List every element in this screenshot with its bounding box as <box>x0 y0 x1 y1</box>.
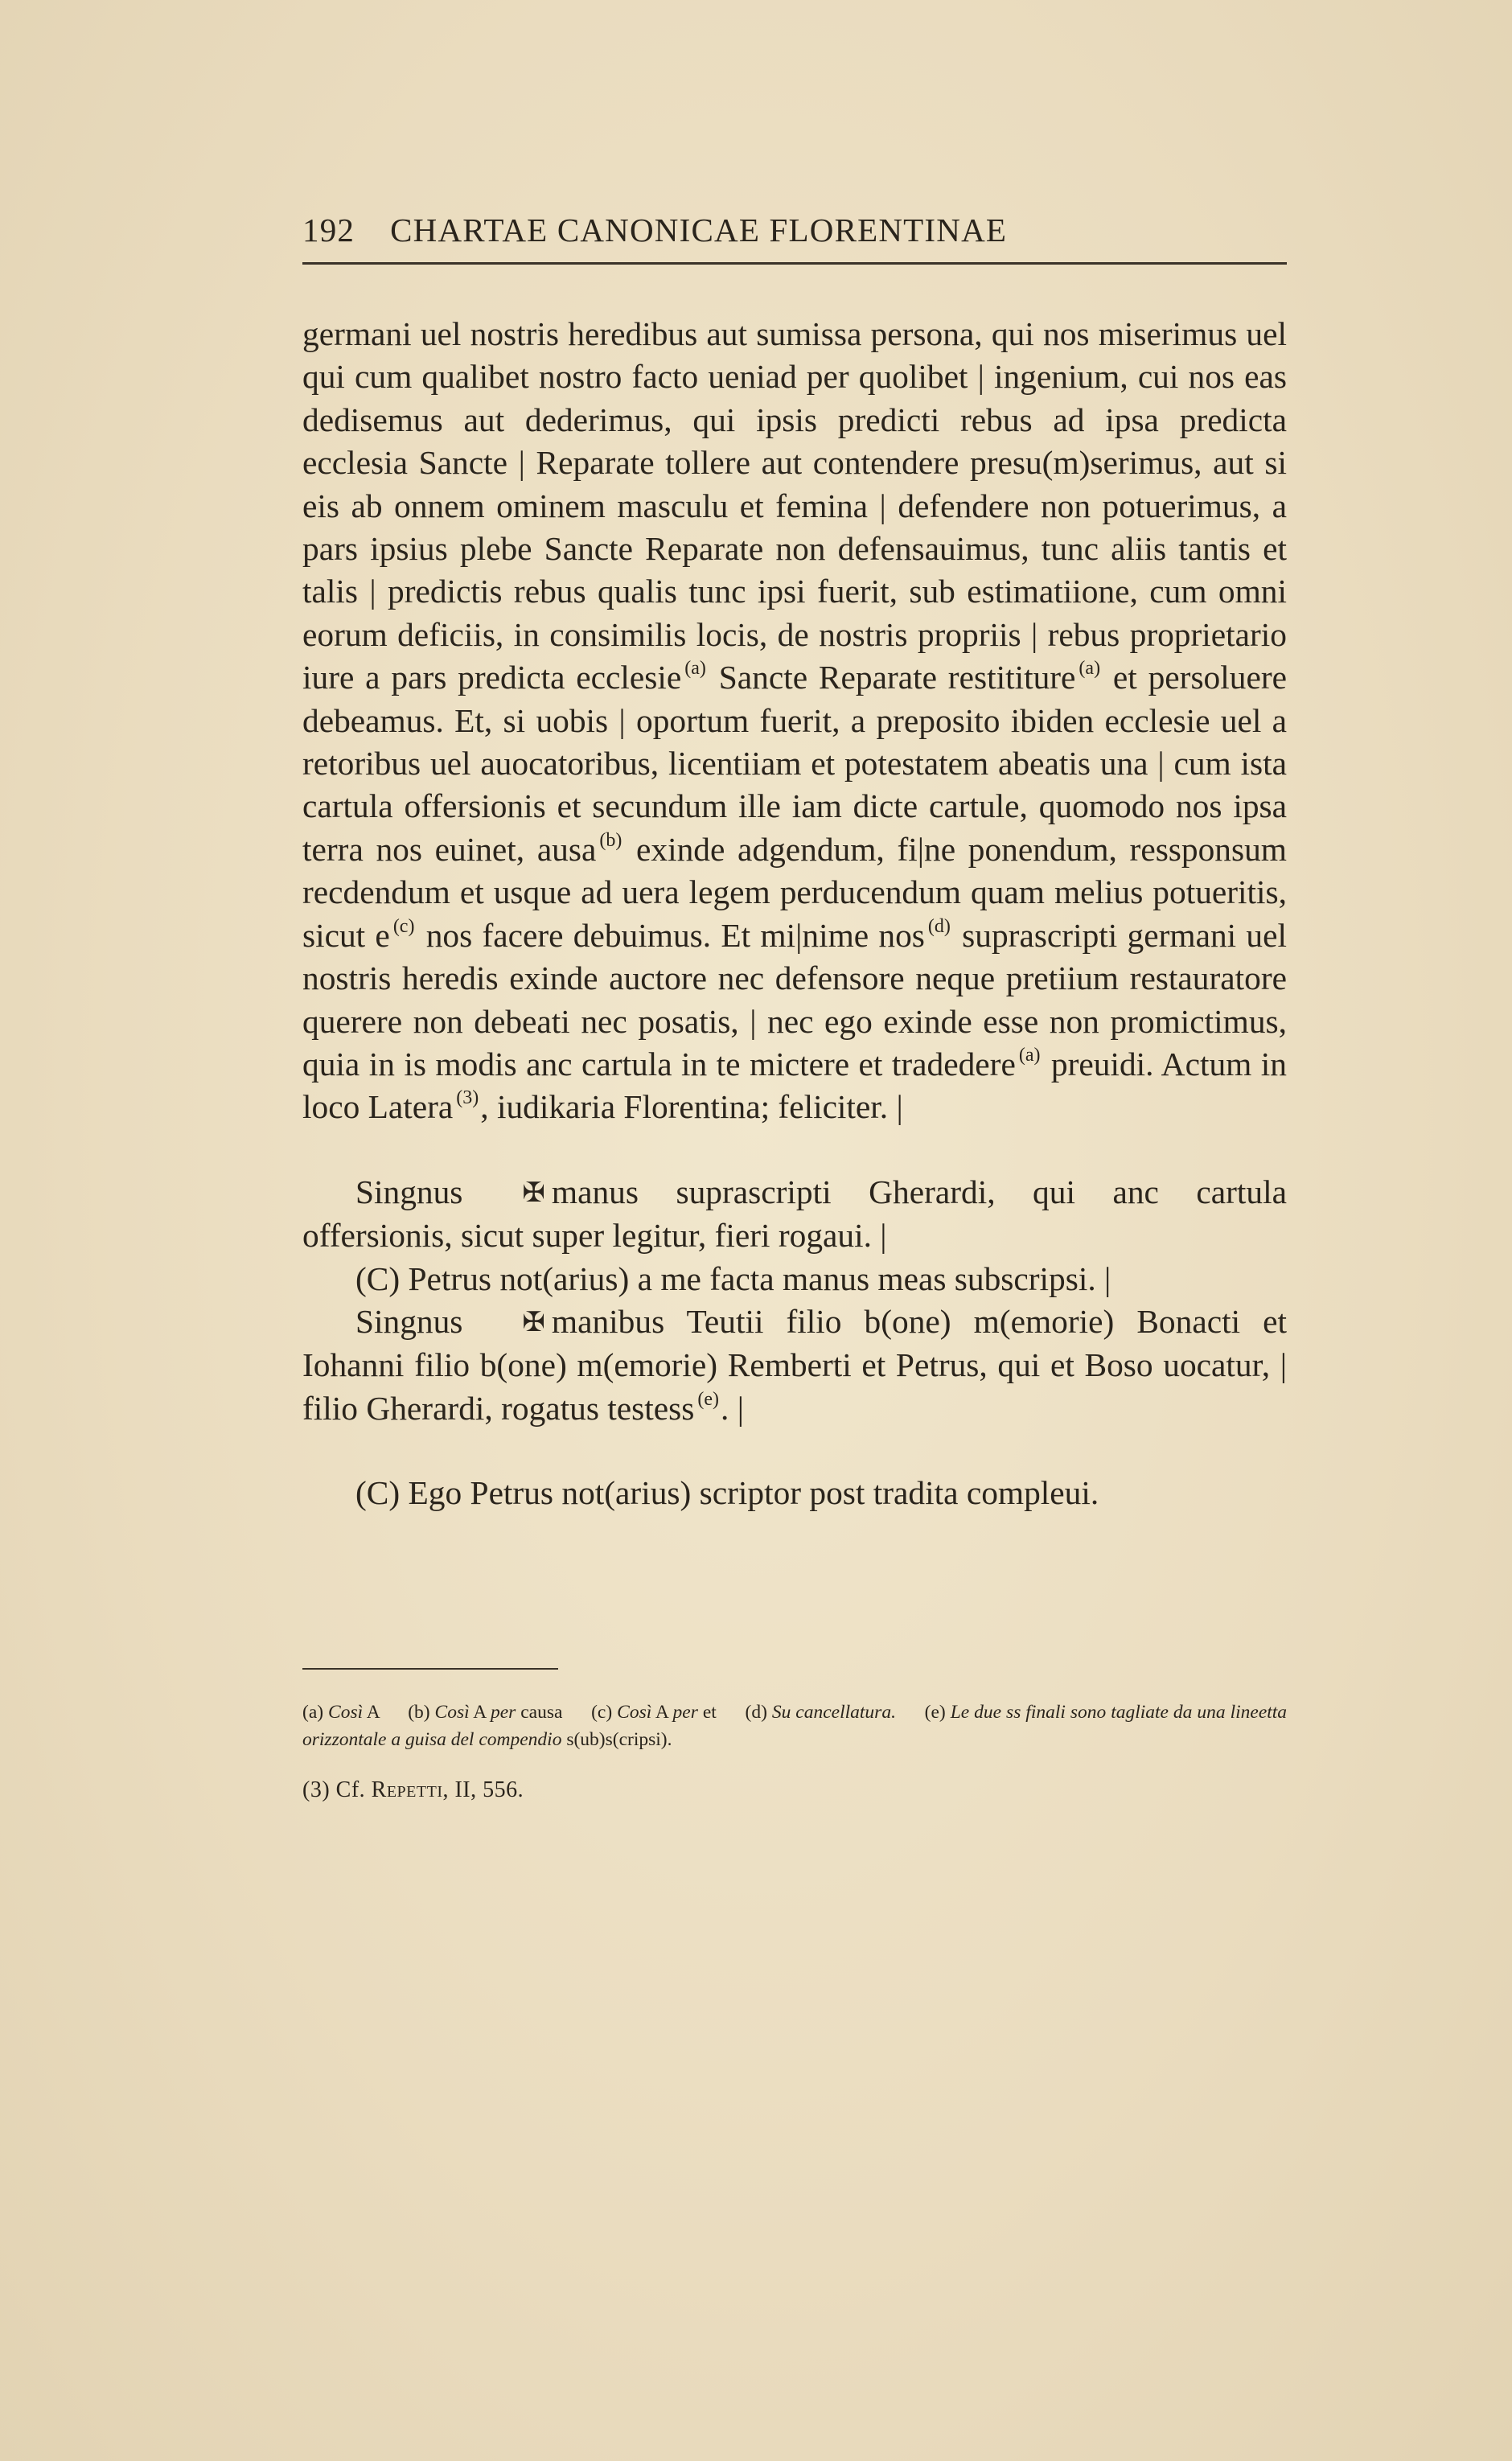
footnote-label: (b) <box>408 1701 430 1723</box>
footnote-marker[interactable]: (a) <box>1018 1044 1041 1066</box>
reference-label: (3) Cf. <box>302 1777 366 1802</box>
footnote-text: Le due ss finali sono tagliate da una lineetta orizzontale a guisa del compendio <box>302 1701 1288 1750</box>
footnote-b <box>408 1702 562 1723</box>
reference-locator: , II, 556. <box>442 1777 524 1802</box>
footnote-marker[interactable]: (c) <box>392 915 415 937</box>
signature-witnesses <box>302 1300 1287 1430</box>
footnote-divider <box>302 1668 558 1670</box>
critical-apparatus <box>302 1699 1287 1753</box>
footnote-label: (a) <box>302 1701 324 1723</box>
document-body <box>302 313 1287 1515</box>
signature-petrus: (C) Petrus not(arius) a me facta manus meas subscripsi. | <box>355 1259 1111 1297</box>
text-run: et persoluere debeamus. Et, si uobis | oportum fuerit, a preposito ibiden ecclesie uel a retoribus uel auocatoribus, licentiiam et potestatem abeatis una | cum ista cartula offersionis et secundum ille iam dicte cartule, quomodo nos ipsa terra nos euinet, ausa <box>302 659 1287 868</box>
text-run: manibus Teutii filio b(one) m(emorie) Bonacti et Iohanni filio b(one) m(emorie) Remberti et Petrus, qui et Boso uocatur, | filio Gherardi, rogatus testess <box>302 1302 1287 1427</box>
reference-note-3 <box>302 1777 1287 1803</box>
footnote-marker[interactable]: (d) <box>927 915 951 937</box>
footnote-label: (d) <box>745 1701 767 1723</box>
footnote-d <box>746 1702 896 1723</box>
text-run: nos facere debuimus. Et mi|nime nos <box>416 916 925 954</box>
text-run: exinde adgendum, fi|ne ponendum, ressponsum recdendum et usque ad uera legem perducendum quam melius potueritis, sicut e <box>302 830 1287 954</box>
footnote-marker[interactable]: (a) <box>1079 658 1101 680</box>
footnote-text: s(ub)s(cripsi). <box>561 1728 672 1750</box>
footnote-text: per <box>672 1701 698 1723</box>
running-title: CHARTAE CANONICAE FLORENTINAE <box>390 212 1008 249</box>
footnote-text: et <box>697 1701 717 1723</box>
reference-author: Repetti <box>371 1777 443 1802</box>
footnote-text: causa <box>516 1701 563 1723</box>
signature-gherardi <box>302 1171 1287 1258</box>
text-run: Singnus <box>355 1302 463 1340</box>
running-head <box>302 211 1287 265</box>
text-run: . | <box>721 1389 744 1427</box>
footnote-block <box>302 1699 1287 1753</box>
footnote-marker[interactable]: (a) <box>684 658 706 680</box>
footnote-text: Così <box>328 1701 364 1723</box>
text-run: suprascripti germani uel nostris heredis exinde auctore nec defensore neque pretiium restauratore querere non debeati nec posatis, | nec ego exinde esse non promictimus, quia in is modis anc cartula in te mictere et tradedere <box>302 916 1287 1083</box>
footnote-text: A <box>363 1701 380 1723</box>
footnote-text: Così <box>434 1701 470 1723</box>
cross-icon: ✠ <box>522 1177 545 1208</box>
footnote-a <box>302 1702 379 1723</box>
text-run: preuidi. Actum in loco Latera <box>302 1045 1287 1126</box>
text-run: , iudikaria Florentina; feliciter. | <box>480 1088 903 1126</box>
page <box>302 211 1287 1803</box>
charter-paragraph <box>302 313 1287 1129</box>
text-run: germani uel nostris heredibus aut sumissa persona, qui nos miserimus uel qui cum qualibet nostro facto ueniad per quolibet | ingenium, cui nos eas dedisemus aut dederimus, qui ipsis predicti rebus ad ipsa predicta ecclesia Sancte | Reparate tollere aut contendere presu(m)serimus, aut si eis ab onnem ominem masculu et femina | defendere non potuerimus, a pars ipsius plebe Sancte Reparate non defensauimus, tunc aliis tantis et talis | predictis rebus qualis tunc ipsi fuerit, sub estimatiione, cum omni eorum deficiis, in consimilis locis, de nostris propriis | rebus proprietario iure a pars predicta ecclesie <box>302 315 1287 696</box>
text-run: manus suprascripti Gherardi, qui anc cartula offersionis, sicut super legitur, fieri rogaui. | <box>302 1173 1287 1255</box>
footnote-label: (c) <box>591 1701 613 1723</box>
page-number: 192 <box>302 212 355 249</box>
cross-icon: ✠ <box>522 1307 545 1337</box>
footnote-text: Su cancellatura. <box>771 1701 896 1723</box>
text-run: Sancte Reparate restititure <box>707 659 1076 696</box>
footnote-text: A <box>651 1701 673 1723</box>
footnote-marker[interactable]: (b) <box>599 829 622 851</box>
text-run: Singnus <box>355 1173 463 1210</box>
closing-subscription: (C) Ego Petrus not(arius) scriptor post tradita compleui. <box>355 1474 1099 1512</box>
footnote-label: (e) <box>924 1701 946 1723</box>
footnote-c <box>591 1702 717 1723</box>
reference-marker[interactable]: (3) <box>456 1087 479 1109</box>
footnote-text: per <box>490 1701 516 1723</box>
footnote-text: A <box>469 1701 491 1723</box>
footnote-marker[interactable]: (e) <box>697 1388 720 1410</box>
footnote-text: Così <box>617 1701 652 1723</box>
